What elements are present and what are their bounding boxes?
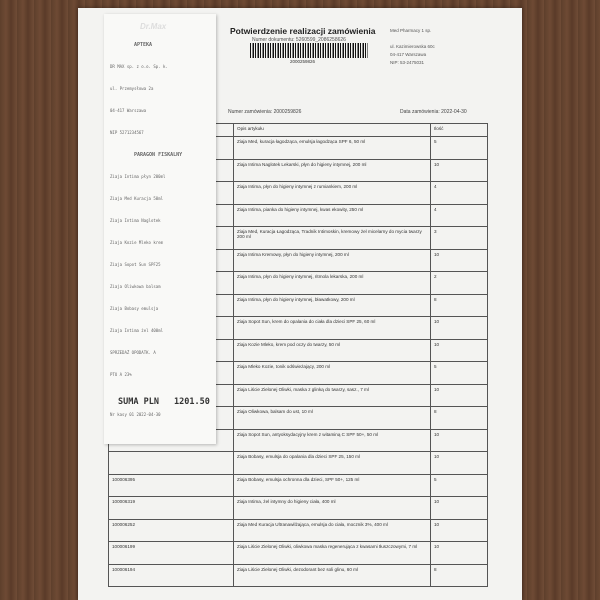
item-description: Ziaja Bobasy, emulsja ochronna dla dzieci, SPF 50+, 125 ml	[234, 474, 431, 497]
item-description: Ziaja Sopot Sun, antyoksydacyjny krem z witaminą C SPF 50+, 50 ml	[234, 429, 431, 452]
receipt-line: 04-417 Warszawa	[110, 108, 147, 113]
item-code: 100006194	[109, 564, 234, 587]
item-quantity: 10	[431, 159, 488, 182]
item-quantity: 5	[431, 137, 488, 160]
table-row	[109, 542, 488, 565]
seller-name: Med Pharmacy 1 sp.	[390, 28, 432, 33]
item-description: Ziaja Med Kuracja Ultranawilżająca, emulsja do ciała, mocznik 3%, 400 ml	[234, 519, 431, 542]
fiscal-receipt	[104, 14, 216, 444]
column-header-description: Opis artykułu	[234, 124, 431, 137]
item-description: Ziaja Intima, pianka do higieny intymnej, kwas ekowity, 250 ml	[234, 204, 431, 227]
item-description: Ziaja Bobasy, emulsja do opalania dla dzieci SPF 25, 150 ml	[234, 452, 431, 475]
item-quantity: 10	[431, 542, 488, 565]
receipt-line: NIP 5271234567	[110, 130, 144, 135]
item-quantity: 4	[431, 182, 488, 205]
receipt-total-label: SUMA PLN	[118, 397, 159, 407]
receipt-line: APTEKA	[134, 42, 153, 48]
receipt-line: Ziaja Kozie Mleko krem	[110, 240, 163, 245]
item-code: 100006395	[109, 474, 234, 497]
item-quantity: 10	[431, 519, 488, 542]
receipt-line: PARAGON FISKALNY	[134, 152, 183, 158]
item-description: Ziaja Liście Zielonej Oliwki, dezodorant bez soli glinu, 60 ml	[234, 564, 431, 587]
item-code	[109, 452, 234, 475]
table-row	[109, 497, 488, 520]
receipt-line: Ziaja Bobasy emulsja	[110, 306, 159, 311]
order-date: Data zamówienia: 2022-04-30	[400, 109, 467, 115]
table-row	[109, 564, 488, 587]
item-quantity: 4	[431, 204, 488, 227]
item-description: Ziaja Intima, płyn do higieny intymnej, bławatkowy, 200 ml	[234, 294, 431, 317]
item-description: Ziaja Intima Naglotek Lekarski, płyn do higieny intymnej, 200 ml	[234, 159, 431, 182]
document-number: Numer dokumentu: 5260599_2086258626	[252, 37, 346, 43]
item-quantity: 8	[431, 564, 488, 587]
item-description: Ziaja Oliwkowa, balsam do ust, 10 ml	[234, 407, 431, 430]
order-number: Numer zamówienia: 2000259826	[228, 109, 302, 115]
receipt-total-value: 1201.50	[174, 397, 210, 407]
item-description: Ziaja Intima, płyn do higieny intymnej z rumiankiem, 200 ml	[234, 182, 431, 205]
seller-city: 04-417 Warszawa	[390, 52, 427, 57]
item-description: Ziaja Intima, płyn do higieny intymnej, ritmola lekarska, 200 ml	[234, 272, 431, 295]
item-description: Ziaja Intima Kremowy, płyn do higieny intymnej, 200 ml	[234, 249, 431, 272]
item-quantity: 8	[431, 407, 488, 430]
table-row	[109, 474, 488, 497]
item-quantity: 10	[431, 497, 488, 520]
receipt-logo: Dr.Max	[140, 22, 167, 31]
document-title: Potwierdzenie realizacji zamówienia	[230, 26, 376, 36]
item-code: 100006252	[109, 519, 234, 542]
item-quantity: 3	[431, 227, 488, 250]
receipt-line: Ziaja Oliwkowa balsam	[110, 284, 161, 289]
receipt-line: Ziaja Intima płyn 200ml	[110, 174, 166, 179]
item-quantity: 10	[431, 452, 488, 475]
item-quantity: 10	[431, 317, 488, 340]
receipt-line: PTU A 23%	[110, 372, 132, 377]
table-row	[109, 519, 488, 542]
seller-street: ul. Kazimierowska 60c	[390, 44, 435, 49]
item-description: Ziaja Liście Zielonej Oliwki, oliwkowa maska regenerująca z kwasami tłuszczowymi, 7 ml	[234, 542, 431, 565]
receipt-line: Ziaja Med Kuracja 50ml	[110, 196, 163, 201]
item-description: Ziaja Med, kuracja łagodząca, emulsja łagodząca SPF 6, 50 ml	[234, 137, 431, 160]
barcode-icon	[250, 43, 368, 58]
receipt-line: Ziaja Sopot Sun SPF25	[110, 262, 161, 267]
item-quantity: 10	[431, 384, 488, 407]
receipt-line: SPRZEDAŻ OPODATK. A	[110, 350, 156, 355]
item-quantity: 8	[431, 294, 488, 317]
item-code: 100006199	[109, 542, 234, 565]
item-code: 100006319	[109, 497, 234, 520]
receipt-line: Ziaja Intima Naglotek	[110, 218, 161, 223]
item-description: Ziaja Mleko Kozie, tonik odświeżający, 200 ml	[234, 362, 431, 385]
item-description: Ziaja Intima, żel intymny do higieny ciała, 400 ml	[234, 497, 431, 520]
seller-nip: NIP: 53-2475031	[390, 60, 425, 65]
receipt-footer: Nr kasy 01 2022-04-30	[110, 412, 161, 417]
item-quantity: 2	[431, 272, 488, 295]
column-header-quantity: Ilość	[431, 124, 488, 137]
receipt-line: DR MAX sp. z o.o. Sp. k.	[110, 64, 168, 69]
item-description: Ziaja Sopot Sun, krem do opalania do ciała dla dzieci SPF 25, 60 ml	[234, 317, 431, 340]
item-description: Ziaja Liście Zielonej Oliwki, maska z glinką do twarzy, sasz., 7 ml	[234, 384, 431, 407]
receipt-line: ul. Przemysłowa 2a	[110, 86, 154, 91]
item-description: Ziaja Med, Kuracja Łagodząca, Tradnik Intimoskin, kremowy żel micelarny do mycia twarzy 200 ml	[234, 227, 431, 250]
item-quantity: 10	[431, 249, 488, 272]
receipt-line: Ziaja Intima żel 400ml	[110, 328, 163, 333]
item-quantity: 5	[431, 474, 488, 497]
table-row	[109, 452, 488, 475]
item-quantity: 5	[431, 362, 488, 385]
item-description: Ziaja Kozie Mleko, krem pod oczy do twarzy, 50 ml	[234, 339, 431, 362]
item-quantity: 10	[431, 339, 488, 362]
barcode-number: 2000259826	[290, 59, 316, 64]
item-quantity: 10	[431, 429, 488, 452]
